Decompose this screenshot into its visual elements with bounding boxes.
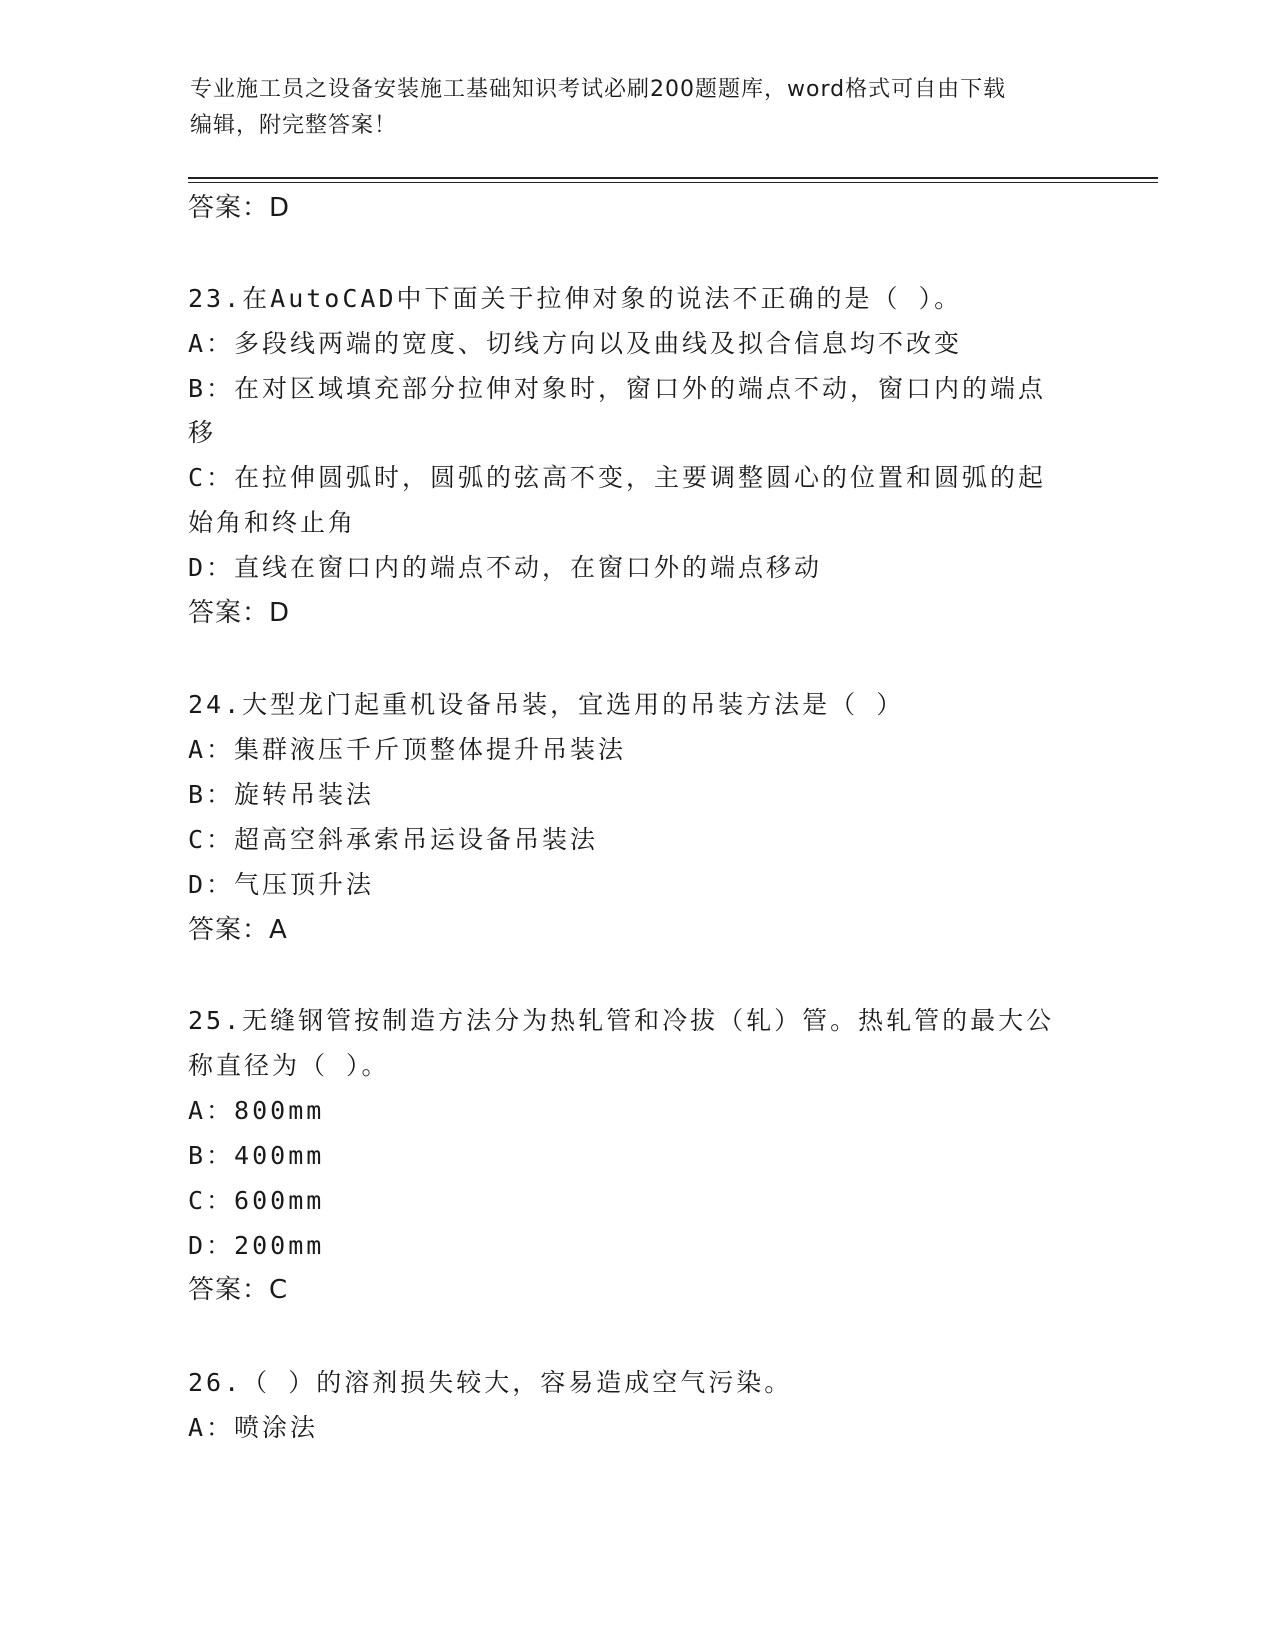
document-header	[190, 72, 1080, 144]
question-23-option-a: A：多段线两端的宽度、切线方向以及曲线及拟合信息均不改变	[188, 329, 963, 358]
question-23-option-d: D：直线在窗口内的端点不动，在窗口外的端点移动	[188, 553, 823, 582]
question-23-stem: 23.在AutoCAD中下面关于拉伸对象的说法不正确的是（ ）。	[188, 284, 963, 313]
question-25-option-d: D：200mm	[188, 1231, 325, 1260]
question-25-stem-line1: 25.无缝钢管按制造方法分为热轧管和冷拔（轧）管。热轧管的最大公	[188, 1006, 1055, 1035]
question-24-option-c: C：超高空斜承索吊运设备吊装法	[188, 825, 599, 854]
answer-23: 答案：D	[188, 598, 291, 628]
header-line-1: 专业施工员之设备安装施工基础知识考试必刷200题题库，word格式可自由下载	[190, 77, 1007, 102]
question-25-option-a: A：800mm	[188, 1096, 325, 1125]
answer-25: 答案：C	[188, 1275, 289, 1305]
question-25-option-c: C：600mm	[188, 1186, 325, 1215]
question-24-stem: 24.大型龙门起重机设备吊装，宜选用的吊装方法是（ ）	[188, 690, 905, 719]
answer-24: 答案：A	[188, 915, 288, 945]
question-23-option-c-line2: 始角和终止角	[188, 508, 357, 537]
question-23-option-c-line1: C：在拉伸圆弧时，圆弧的弦高不变，主要调整圆心的位置和圆弧的起	[188, 463, 1047, 492]
question-25-option-b: B：400mm	[188, 1141, 325, 1170]
header-line-2: 编辑，附完整答案！	[190, 113, 398, 138]
question-24-option-a: A：集群液压千斤顶整体提升吊装法	[188, 735, 627, 764]
question-26-stem: 26.（ ）的溶剂损失较大，容易造成空气污染。	[188, 1368, 793, 1397]
question-26-option-a: A：喷涂法	[188, 1413, 319, 1442]
header-divider-thin	[188, 182, 1158, 183]
question-24-option-b: B：旋转吊装法	[188, 780, 375, 809]
answer-22: 答案：D	[188, 193, 291, 223]
question-24-option-d: D：气压顶升法	[188, 870, 375, 899]
question-23-option-b-line2: 移	[188, 418, 217, 447]
question-25-stem-line2: 称直径为（ ）。	[188, 1051, 390, 1080]
header-divider-thick	[188, 177, 1158, 179]
question-23-option-b-line1: B：在对区域填充部分拉伸对象时，窗口外的端点不动，窗口内的端点	[188, 374, 1047, 403]
